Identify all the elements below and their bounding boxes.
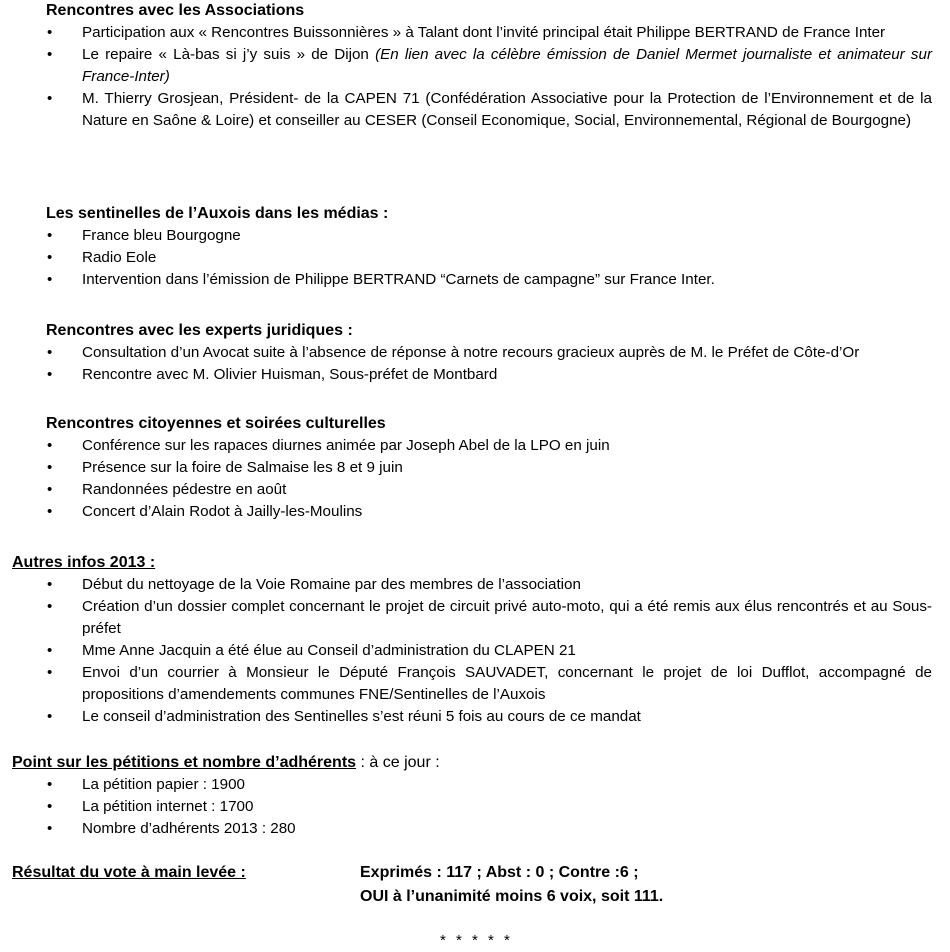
section-autres-infos — [0, 552, 950, 728]
list-item-text: Le repaire « Là-bas si j’y suis » de Dijon — [82, 46, 376, 63]
bullet-list — [0, 342, 950, 386]
vote-label: Résultat du vote à main levée : — [12, 864, 246, 881]
vote-result-line-2: OUI à l’unanimité moins 6 voix, soit 111. — [360, 888, 664, 905]
section-title: Rencontres citoyennes et soirées culturelles — [46, 415, 386, 432]
list-item: • Rencontre avec M. Olivier Huisman, Sous-préfet de Montbard — [0, 364, 950, 386]
list-item: • Nombre d’adhérents 2013 : 280 — [0, 818, 950, 840]
bullet-list — [0, 435, 950, 523]
vote-result-line-1: Exprimés : 117 ; Abst : 0 ; Contre :6 ; — [360, 864, 639, 881]
section-title: Autres infos 2013 : — [12, 554, 156, 571]
list-item: • Randonnées pédestre en août — [0, 479, 950, 501]
list-item: • Participation aux « Rencontres Buissonnières » à Talant dont l’invité principal était Philippe BERTRAND de France Inter — [0, 22, 950, 44]
list-item: • La pétition internet : 1700 — [0, 796, 950, 818]
bullet-list — [0, 574, 950, 728]
list-item: • France bleu Bourgogne — [0, 225, 950, 247]
list-item: • Création d’un dossier complet concernant le projet de circuit privé auto-moto, qui a été remis aux élus rencontrés et au Sous-préfet — [0, 596, 950, 640]
list-item: • La pétition papier : 1900 — [0, 774, 950, 796]
section-medias — [0, 203, 950, 291]
list-item-italic-note: (En lien avec la célèbre émission de Daniel Mermet journaliste et animateur sur France-Inter) — [82, 46, 932, 85]
section-title-suffix: : à ce jour : — [356, 754, 440, 771]
section-title: Les sentinelles de l’Auxois dans les médias : — [46, 205, 389, 222]
list-item: • Radio Eole — [0, 247, 950, 269]
list-item: • Consultation d’un Avocat suite à l’absence de réponse à notre recours gracieux auprès de M. le Préfet de Côte-d’Or — [0, 342, 950, 364]
bullet-list — [0, 225, 950, 291]
footer-stars: * * * * * — [440, 932, 513, 949]
list-item: • Présence sur la foire de Salmaise les 8 et 9 juin — [0, 457, 950, 479]
bullet-list — [0, 22, 950, 132]
list-item: • M. Thierry Grosjean, Président- de la CAPEN 71 (Confédération Associative pour la Protection de l’Environnement et de la Nature en Saône & Loire) et conseiller au CESER (Conseil Economique, Social, Environnemental, Régional de Bourgogne) — [0, 88, 950, 132]
list-item: • Mme Anne Jacquin a été élue au Conseil d’administration du CLAPEN 21 — [0, 640, 950, 662]
section-associations — [0, 0, 950, 132]
bullet-list — [0, 774, 950, 840]
section-petitions — [0, 752, 950, 840]
list-item: • Intervention dans l’émission de Philippe BERTRAND “Carnets de campagne” sur France Inter. — [0, 269, 950, 291]
section-title: Rencontres avec les experts juridiques : — [46, 322, 353, 339]
section-citoyennes — [0, 413, 950, 523]
section-title-text: Point sur les pétitions et nombre d’adhérents — [12, 754, 357, 771]
list-item: • Le conseil d’administration des Sentinelles s’est réuni 5 fois au cours de ce mandat — [0, 706, 950, 728]
list-item — [0, 44, 950, 88]
list-item: • Conférence sur les rapaces diurnes animée par Joseph Abel de la LPO en juin — [0, 435, 950, 457]
list-item: • Concert d’Alain Rodot à Jailly-les-Moulins — [0, 501, 950, 523]
list-item: • Début du nettoyage de la Voie Romaine par des membres de l’association — [0, 574, 950, 596]
list-item: • Envoi d’un courrier à Monsieur le Député François SAUVADET, concernant le projet de loi Dufflot, accompagné de propositions d’amendements communes FNE/Sentinelles de l’Auxois — [0, 662, 950, 706]
section-experts — [0, 320, 950, 386]
section-title: Rencontres avec les Associations — [46, 2, 305, 19]
section-title — [0, 752, 950, 774]
